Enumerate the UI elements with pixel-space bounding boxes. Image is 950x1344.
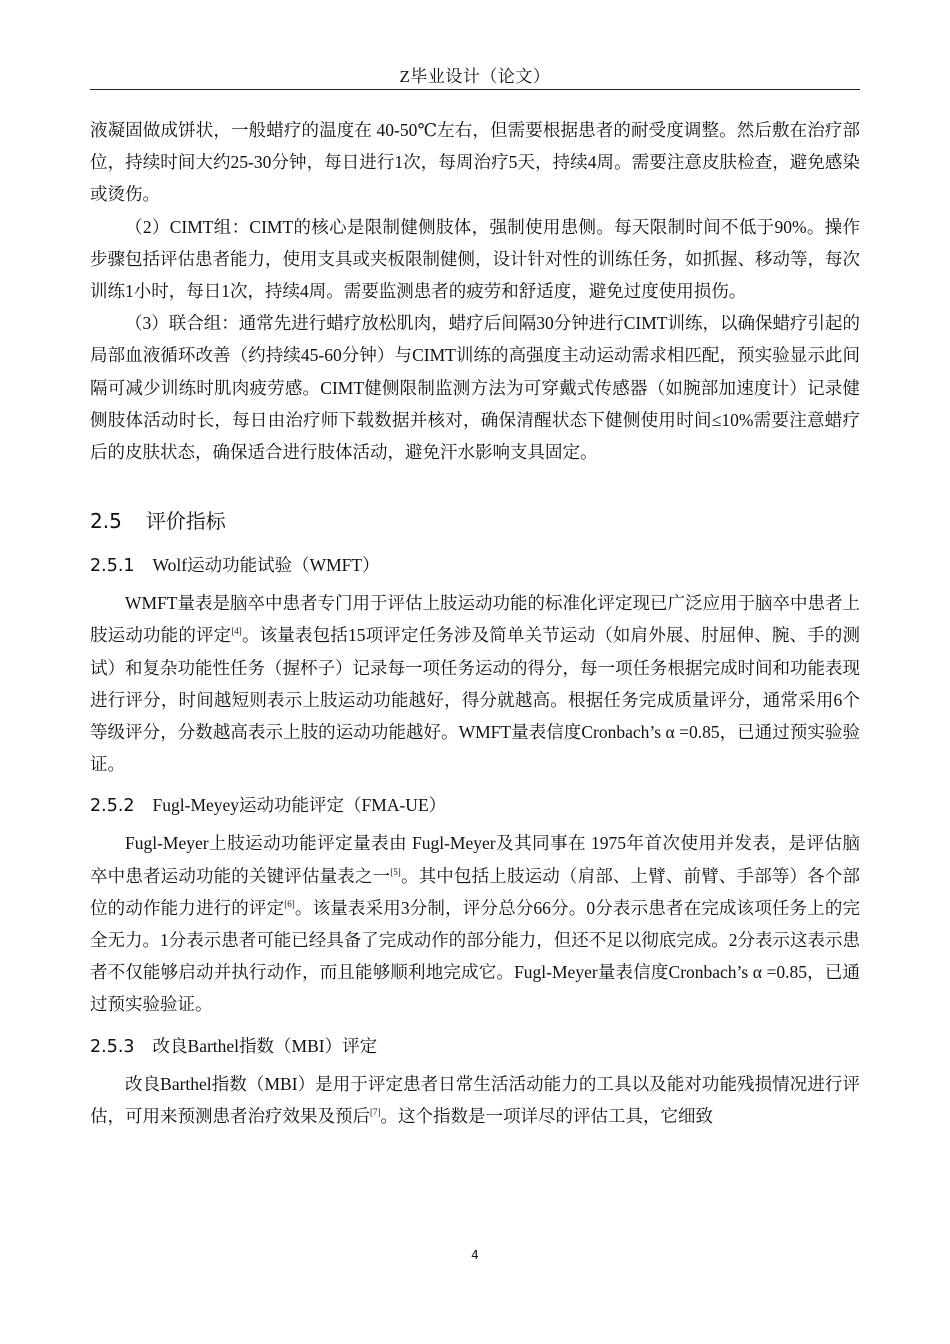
header-rule [90,89,860,90]
section-heading-evaluation [90,506,860,536]
subsection-number: 2.5.3 [90,1036,135,1057]
running-header: Z毕业设计（论文） [399,67,551,86]
page-number: 4 [471,1248,479,1262]
subsection-heading-wmft [90,550,860,581]
paragraph-text: 。该量表包括15项评定任务涉及简单关节运动（如肩外展、肘屈伸、腕、手的测试）和复杂功能性任务（握杯子）记录每一项任务运动的得分，每一项任务根据完成时间和功能表现进行评分，时间越短则表示上肢运动功能越好，得分就越高。根据任务完成质量评分，通常采用6个等级评分，分数越高表示上肢的运动功能越好。WMFT量表信度Cronbach’s α =0.85，已通过预实验验证。 [90,625,861,775]
citation-ref: [5] [390,866,401,877]
paragraph-text: 改良Barthel指数（MBI）是用于评定患者日常生活活动能力的工具以及能对功能残损情况进行评估，可用来预测患者治疗效果及预后 [90,1073,860,1126]
paragraph-text: 。该量表采用3分制，评分总分66分。0分表示患者在完成该项任务上的完全无力。1分表示患者可能已经具备了完成动作的部分能力，但还不足以彻底完成。2分表示这表示患者不仅能够启动并执行动作，而且能够顺利地完成它。Fugl-Meyer量表信度Cronbach’s α =0.85，已通过预实验验证。 [90,897,860,1015]
subsection-number: 2.5.1 [90,556,135,577]
subsection-title: 改良Barthel指数（MBI）评定 [152,1035,378,1056]
subsection-title: Wolf运动功能试验（WMFT） [152,555,380,576]
section-title: 评价指标 [145,509,226,534]
citation-ref: [7] [370,1106,381,1117]
subsection-title: Fugl-Meyey运动功能评定（FMA-UE） [152,795,447,816]
section-number: 2.5 [90,509,122,534]
paragraph-text: Fugl-Meyer上肢运动功能评定量表由 Fugl-Meyer及其同事在 1975年首次使用并发表，是评估脑卒中患者运动功能的关键评估量表之一 [90,833,860,886]
subsection-heading-mbi [90,1031,860,1062]
subsection-heading-fma [90,790,860,821]
paragraph-fma [90,827,860,1020]
paragraph-continued: 液凝固做成饼状，一般蜡疗的温度在 40-50℃左右，但需要根据患者的耐受度调整。然后敷在治疗部位，持续时间大约25-30分钟，每日进行1次，每周治疗5天，持续4周。需要注意皮肤检查，避免感染或烫伤。 [90,120,860,205]
paragraph-wmft [90,587,860,780]
paragraph-text: WMFT量表是脑卒中患者专门用于评估上肢运动功能的标准化评定现已广泛应用于脑卒中患者上肢运动功能的评定 [90,593,860,646]
paragraph-cimt-group: （2）CIMT组：CIMT的核心是限制健侧肢体，强制使用患侧。每天限制时间不低于90%。操作步骤包括评估患者能力，使用支具或夹板限制健侧，设计针对性的训练任务，如抓握、移动等，每次训练1小时，每日1次，持续4周。需要监测患者的疲劳和舒适度，避免过度使用损伤。 [90,216,860,302]
subsection-number: 2.5.2 [90,796,135,817]
page-body [90,114,860,1132]
paragraph-text: 。其中包括上肢运动（肩部、上臂、前臂、手部等）各个部位的动作能力进行的评定 [90,865,861,918]
paragraph-text: 。这个指数是一项详尽的评估工具，它细致 [380,1105,713,1126]
paragraph-combined-group: （3）联合组：通常先进行蜡疗放松肌肉，蜡疗后间隔30分钟进行CIMT训练，以确保蜡疗引起的局部血液循环改善（约持续45-60分钟）与CIMT训练的高强度主动运动需求相匹配，预实验显示此间隔可减少训练时肌肉疲劳感。CIMT健侧限制监测方法为可穿戴式传感器（如腕部加速度计）记录健侧肢体活动时长，每日由治疗师下载数据并核对，确保清醒状态下健侧使用时间≤10%需要注意蜡疗后的皮肤状态，确保适合进行肢体活动，避免汗水影响支具固定。 [90,313,860,463]
paragraph-mbi [90,1068,860,1132]
citation-ref: [4] [231,626,242,637]
citation-ref: [6] [284,898,295,909]
